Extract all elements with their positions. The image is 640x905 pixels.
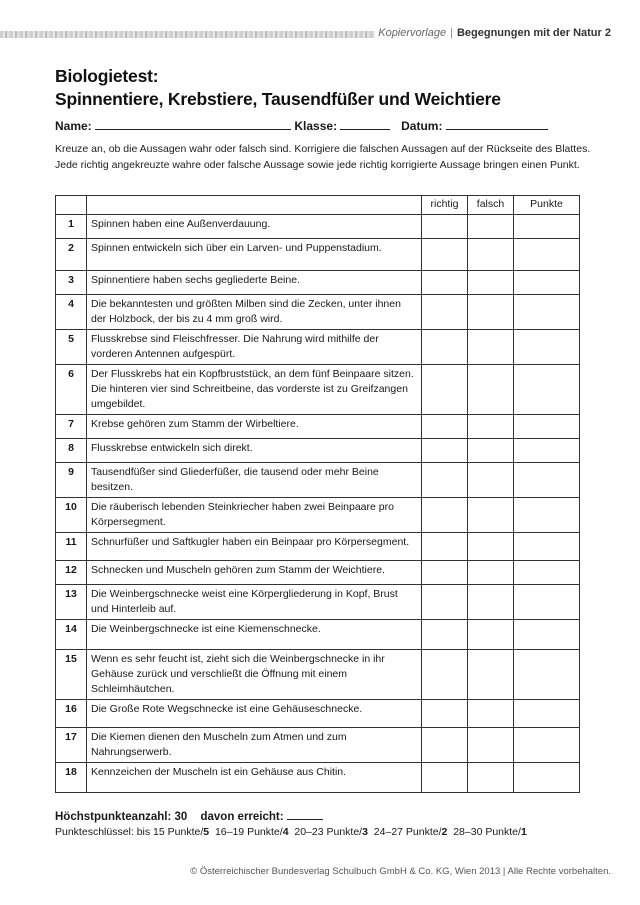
row-number: 2 (56, 239, 87, 271)
richtig-checkbox[interactable] (422, 700, 468, 728)
richtig-checkbox[interactable] (422, 330, 468, 365)
table-row (56, 330, 580, 365)
falsch-checkbox[interactable] (468, 498, 514, 533)
instructions-line-2: Jede richtig angekreuzte wahre oder falsche Aussage sowie jede richtig korrigierte Aussage bringen einen Punkt. (55, 159, 580, 171)
richtig-checkbox[interactable] (422, 415, 468, 439)
row-number: 10 (56, 498, 87, 533)
grading-key-item: 20–23 Punkte/3 (294, 826, 368, 838)
row-number: 4 (56, 295, 87, 330)
statement-text: Tausendfüßer sind Gliederfüßer, die tausend oder mehr Beine besitzen. (87, 463, 422, 498)
richtig-checkbox[interactable] (422, 498, 468, 533)
row-number: 3 (56, 271, 87, 295)
row-number: 15 (56, 650, 87, 700)
statement-text: Schnurfüßer und Saftkugler haben ein Beinpaar pro Körpersegment. (87, 533, 422, 561)
achieved-points-field[interactable] (287, 809, 323, 820)
row-number: 16 (56, 700, 87, 728)
statement-text: Wenn es sehr feucht ist, zieht sich die Weinbergschnecke in ihr Gehäuse zurück und verschließt die Öffnung mit einem Schleimhäutchen. (87, 650, 422, 700)
column-header-falsch: falsch (468, 196, 514, 215)
falsch-checkbox[interactable] (468, 650, 514, 700)
richtig-checkbox[interactable] (422, 463, 468, 498)
table-row (56, 585, 580, 620)
points-cell[interactable] (514, 439, 580, 463)
points-cell[interactable] (514, 215, 580, 239)
points-cell[interactable] (514, 585, 580, 620)
date-label: Datum: (401, 119, 443, 133)
row-number: 5 (56, 330, 87, 365)
statement-text: Schnecken und Muscheln gehören zum Stamm der Weichtiere. (87, 561, 422, 585)
statement-text: Die bekanntesten und größten Milben sind die Zecken, unter ihnen der Holzbock, der bis zu 4 mm groß wird. (87, 295, 422, 330)
points-cell[interactable] (514, 728, 580, 763)
points-cell[interactable] (514, 365, 580, 415)
achieved-points-label: davon erreicht: (200, 811, 284, 823)
table-row (56, 295, 580, 330)
richtig-checkbox[interactable] (422, 561, 468, 585)
copyright-notice: © Österreichischer Bundesverlag Schulbuch GmbH & Co. KG, Wien 2013 | Alle Rechte vorbehalten. (190, 866, 611, 877)
table-row (56, 498, 580, 533)
statement-text: Die räuberisch lebenden Steinkriecher haben zwei Beinpaare pro Körpersegment. (87, 498, 422, 533)
row-number: 18 (56, 763, 87, 793)
table-row (56, 533, 580, 561)
points-cell[interactable] (514, 498, 580, 533)
points-cell[interactable] (514, 700, 580, 728)
richtig-checkbox[interactable] (422, 239, 468, 271)
table-row (56, 271, 580, 295)
falsch-checkbox[interactable] (468, 561, 514, 585)
points-cell[interactable] (514, 561, 580, 585)
grading-key-item: 24–27 Punkte/2 (373, 826, 448, 838)
falsch-checkbox[interactable] (468, 415, 514, 439)
table-row (56, 561, 580, 585)
statement-text: Krebse gehören zum Stamm der Wirbeltiere. (87, 415, 422, 439)
grading-key-label: Punkteschlüssel: (55, 826, 134, 838)
points-cell[interactable] (514, 239, 580, 271)
statement-text: Kennzeichen der Muscheln ist ein Gehäuse aus Chitin. (87, 763, 422, 793)
statement-text: Flusskrebse sind Fleischfresser. Die Nahrung wird mithilfe der vorderen Antennen aufgespürt. (87, 330, 422, 365)
grading-key (55, 826, 527, 838)
row-number: 12 (56, 561, 87, 585)
statement-text: Spinnentiere haben sechs gegliederte Beine. (87, 271, 422, 295)
decorative-header-band (0, 31, 375, 38)
statement-text: Die Kiemen dienen den Muscheln zum Atmen und zum Nahrungserwerb. (87, 728, 422, 763)
points-cell[interactable] (514, 650, 580, 700)
name-label: Name: (55, 119, 92, 133)
table-row (56, 650, 580, 700)
falsch-checkbox[interactable] (468, 215, 514, 239)
table-row (56, 215, 580, 239)
score-summary (55, 809, 323, 823)
richtig-checkbox[interactable] (422, 650, 468, 700)
falsch-checkbox[interactable] (468, 330, 514, 365)
header-subtitle: Kopiervorlage (378, 27, 447, 39)
row-number: 17 (56, 728, 87, 763)
date-field[interactable] (446, 118, 548, 130)
richtig-checkbox[interactable] (422, 215, 468, 239)
name-field[interactable] (95, 118, 291, 130)
statement-text: Die Große Rote Wegschnecke ist eine Gehäuseschnecke. (87, 700, 422, 728)
page-title (55, 65, 501, 111)
row-number: 6 (56, 365, 87, 415)
column-header-statement (87, 196, 422, 215)
table-row (56, 239, 580, 271)
student-info-line (55, 118, 548, 133)
class-label: Klasse: (294, 119, 338, 133)
points-cell[interactable] (514, 271, 580, 295)
richtig-checkbox[interactable] (422, 271, 468, 295)
richtig-checkbox[interactable] (422, 728, 468, 763)
table-row (56, 463, 580, 498)
max-points-label: Höchstpunkteanzahl: 30 (55, 811, 188, 823)
row-number: 7 (56, 415, 87, 439)
statement-text: Spinnen haben eine Außenverdauung. (87, 215, 422, 239)
row-number: 1 (56, 215, 87, 239)
richtig-checkbox[interactable] (422, 763, 468, 793)
table-row (56, 415, 580, 439)
title-line-2: Spinnentiere, Krebstiere, Tausendfüßer und Weichtiere (55, 89, 501, 109)
quiz-table (55, 195, 580, 793)
grading-key-item: bis 15 Punkte/5 (136, 826, 210, 838)
richtig-checkbox[interactable] (422, 620, 468, 650)
points-cell[interactable] (514, 763, 580, 793)
table-row (56, 439, 580, 463)
richtig-checkbox[interactable] (422, 533, 468, 561)
falsch-checkbox[interactable] (468, 439, 514, 463)
grading-key-item: 16–19 Punkte/4 (214, 826, 289, 838)
page-header (378, 27, 611, 39)
header-separator: | (450, 27, 453, 39)
statement-text: Die Weinbergschnecke ist eine Kiemenschnecke. (87, 620, 422, 650)
column-header-punkte: Punkte (514, 196, 580, 215)
table-header-row (56, 196, 580, 215)
row-number: 9 (56, 463, 87, 498)
falsch-checkbox[interactable] (468, 239, 514, 271)
table-row (56, 728, 580, 763)
falsch-checkbox[interactable] (468, 763, 514, 793)
richtig-checkbox[interactable] (422, 585, 468, 620)
points-cell[interactable] (514, 330, 580, 365)
table-row (56, 763, 580, 793)
grading-key-item: 28–30 Punkte/1 (453, 826, 527, 838)
points-cell[interactable] (514, 295, 580, 330)
row-number: 11 (56, 533, 87, 561)
falsch-checkbox[interactable] (468, 585, 514, 620)
points-cell[interactable] (514, 533, 580, 561)
statement-text: Die Weinbergschnecke weist eine Körpergliederung in Kopf, Brust und Hinterleib auf. (87, 585, 422, 620)
class-field[interactable] (340, 118, 390, 130)
falsch-checkbox[interactable] (468, 365, 514, 415)
falsch-checkbox[interactable] (468, 620, 514, 650)
column-header-richtig: richtig (422, 196, 468, 215)
statement-text: Flusskrebse entwickeln sich direkt. (87, 439, 422, 463)
richtig-checkbox[interactable] (422, 439, 468, 463)
falsch-checkbox[interactable] (468, 271, 514, 295)
instructions (55, 141, 595, 173)
column-header-number (56, 196, 87, 215)
table-row (56, 365, 580, 415)
points-cell[interactable] (514, 620, 580, 650)
falsch-checkbox[interactable] (468, 728, 514, 763)
row-number: 14 (56, 620, 87, 650)
falsch-checkbox[interactable] (468, 463, 514, 498)
statement-text: Spinnen entwickeln sich über ein Larven- und Puppenstadium. (87, 239, 422, 271)
richtig-checkbox[interactable] (422, 365, 468, 415)
header-series: Begegnungen mit der Natur 2 (456, 27, 611, 39)
row-number: 13 (56, 585, 87, 620)
table-row (56, 700, 580, 728)
title-line-1: Biologietest: (55, 66, 159, 86)
points-cell[interactable] (514, 463, 580, 498)
richtig-checkbox[interactable] (422, 295, 468, 330)
points-cell[interactable] (514, 415, 580, 439)
falsch-checkbox[interactable] (468, 700, 514, 728)
row-number: 8 (56, 439, 87, 463)
statement-text: Der Flusskrebs hat ein Kopfbruststück, an dem fünf Beinpaare sitzen. Die hinteren vier sind Schreitbeine, das vorderste ist zu Greifzangen umgebildet. (87, 365, 422, 415)
falsch-checkbox[interactable] (468, 533, 514, 561)
falsch-checkbox[interactable] (468, 295, 514, 330)
instructions-line-1: Kreuze an, ob die Aussagen wahr oder falsch sind. Korrigiere die falschen Aussagen auf der Rückseite des Blattes. (55, 143, 591, 155)
table-row (56, 620, 580, 650)
